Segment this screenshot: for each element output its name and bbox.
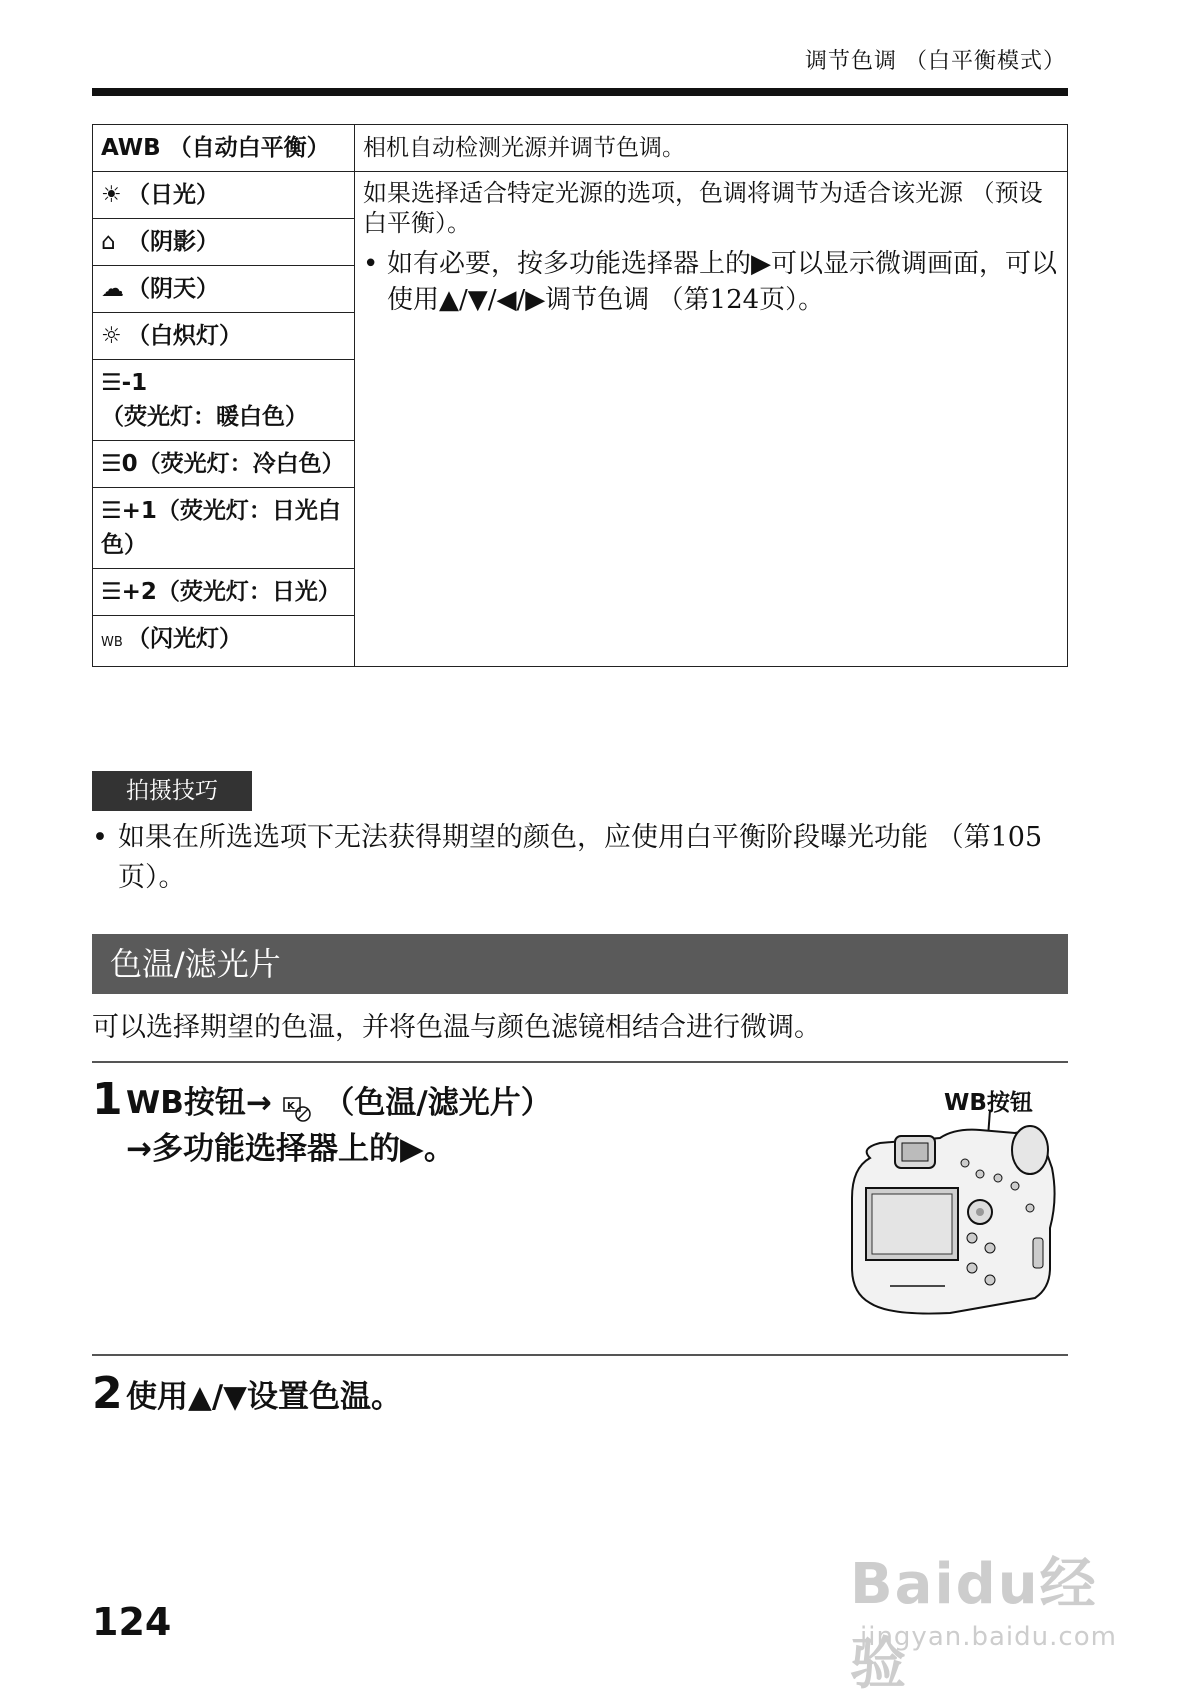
camera-illustration — [830, 1108, 1070, 1328]
bulb-icon: ☼ — [101, 323, 122, 349]
option-fluor-cool: ☰0（荧光灯：冷白色） — [93, 441, 355, 488]
running-header: 调节色调 （白平衡模式） — [805, 49, 1066, 74]
color-temp-icon — [283, 1091, 313, 1119]
svg-text:K: K — [286, 1100, 295, 1112]
desc-auto: 相机自动检测光源并调节色调。 — [355, 125, 1068, 172]
divider — [92, 1061, 1068, 1063]
divider — [92, 1354, 1068, 1356]
step-2-text: 使用▲/▼设置色温。 — [126, 1379, 403, 1415]
option-fluor-daywhite: ☰+1（荧光灯：日光白色） — [93, 488, 355, 569]
watermark-logo: Baidu经验 jingyan.baidu.com — [850, 1552, 1117, 1697]
option-fluor-warm: ☰-1（荧光灯：暖白色） — [93, 360, 355, 441]
section-intro: 可以选择期望的色温，并将色温与颜色滤镜相结合进行微调。 — [92, 1012, 821, 1043]
white-balance-table — [92, 124, 1068, 667]
option-flash: WB （闪光灯） — [93, 616, 355, 667]
page-number: 124 — [92, 1600, 172, 1644]
fluorescent-icon: ☰0 — [101, 451, 138, 477]
fluorescent-icon: ☰-1 — [101, 370, 148, 396]
fluorescent-icon: ☰+1 — [101, 498, 157, 524]
header-rule — [92, 88, 1068, 96]
step-number: 1 — [92, 1074, 123, 1125]
option-daylight: ☀ （日光） — [93, 172, 355, 219]
desc-preset-lead: 如果选择适合特定光源的选项，色调将调节为适合该光源 （预设白平衡）。 — [363, 179, 1043, 237]
tip-label: 拍摄技巧 — [92, 771, 252, 811]
option-incandescent: ☼ （白炽灯） — [93, 313, 355, 360]
sun-icon: ☀ — [101, 182, 122, 208]
flash-wb-icon: WB — [101, 635, 123, 650]
tip-text: • 如果在所选选项下无法获得期望的颜色，应使用白平衡阶段曝光功能 （第105页）。 — [92, 818, 1072, 898]
desc-preset-bullet: • 如有必要，按多功能选择器上的▶可以显示微调画面，可以使用▲/▼/◀/▶调节色调 （第124页）。 — [363, 246, 1059, 318]
option-shade: ⌂ （阴影） — [93, 219, 355, 266]
option-fluor-daylight: ☰+2（荧光灯：日光） — [93, 569, 355, 616]
option-awb: AWB （自动白平衡） — [93, 125, 355, 172]
section-title: 色温/滤光片 — [92, 934, 1068, 994]
table-row — [93, 172, 1068, 219]
cloud-icon: ☁ — [101, 276, 124, 302]
fluorescent-icon: ☰+2 — [101, 579, 157, 605]
step-number: 2 — [92, 1368, 123, 1419]
camera-label: WB按钮 — [944, 1090, 1033, 1116]
shade-icon: ⌂ — [101, 229, 116, 255]
step-1-text: WB按钮→ K （色温/滤光片） →多功能选择器上的▶。 — [126, 1085, 552, 1167]
table-row — [93, 125, 1068, 172]
option-cloudy: ☁ （阴天） — [93, 266, 355, 313]
desc-preset — [355, 172, 1068, 667]
